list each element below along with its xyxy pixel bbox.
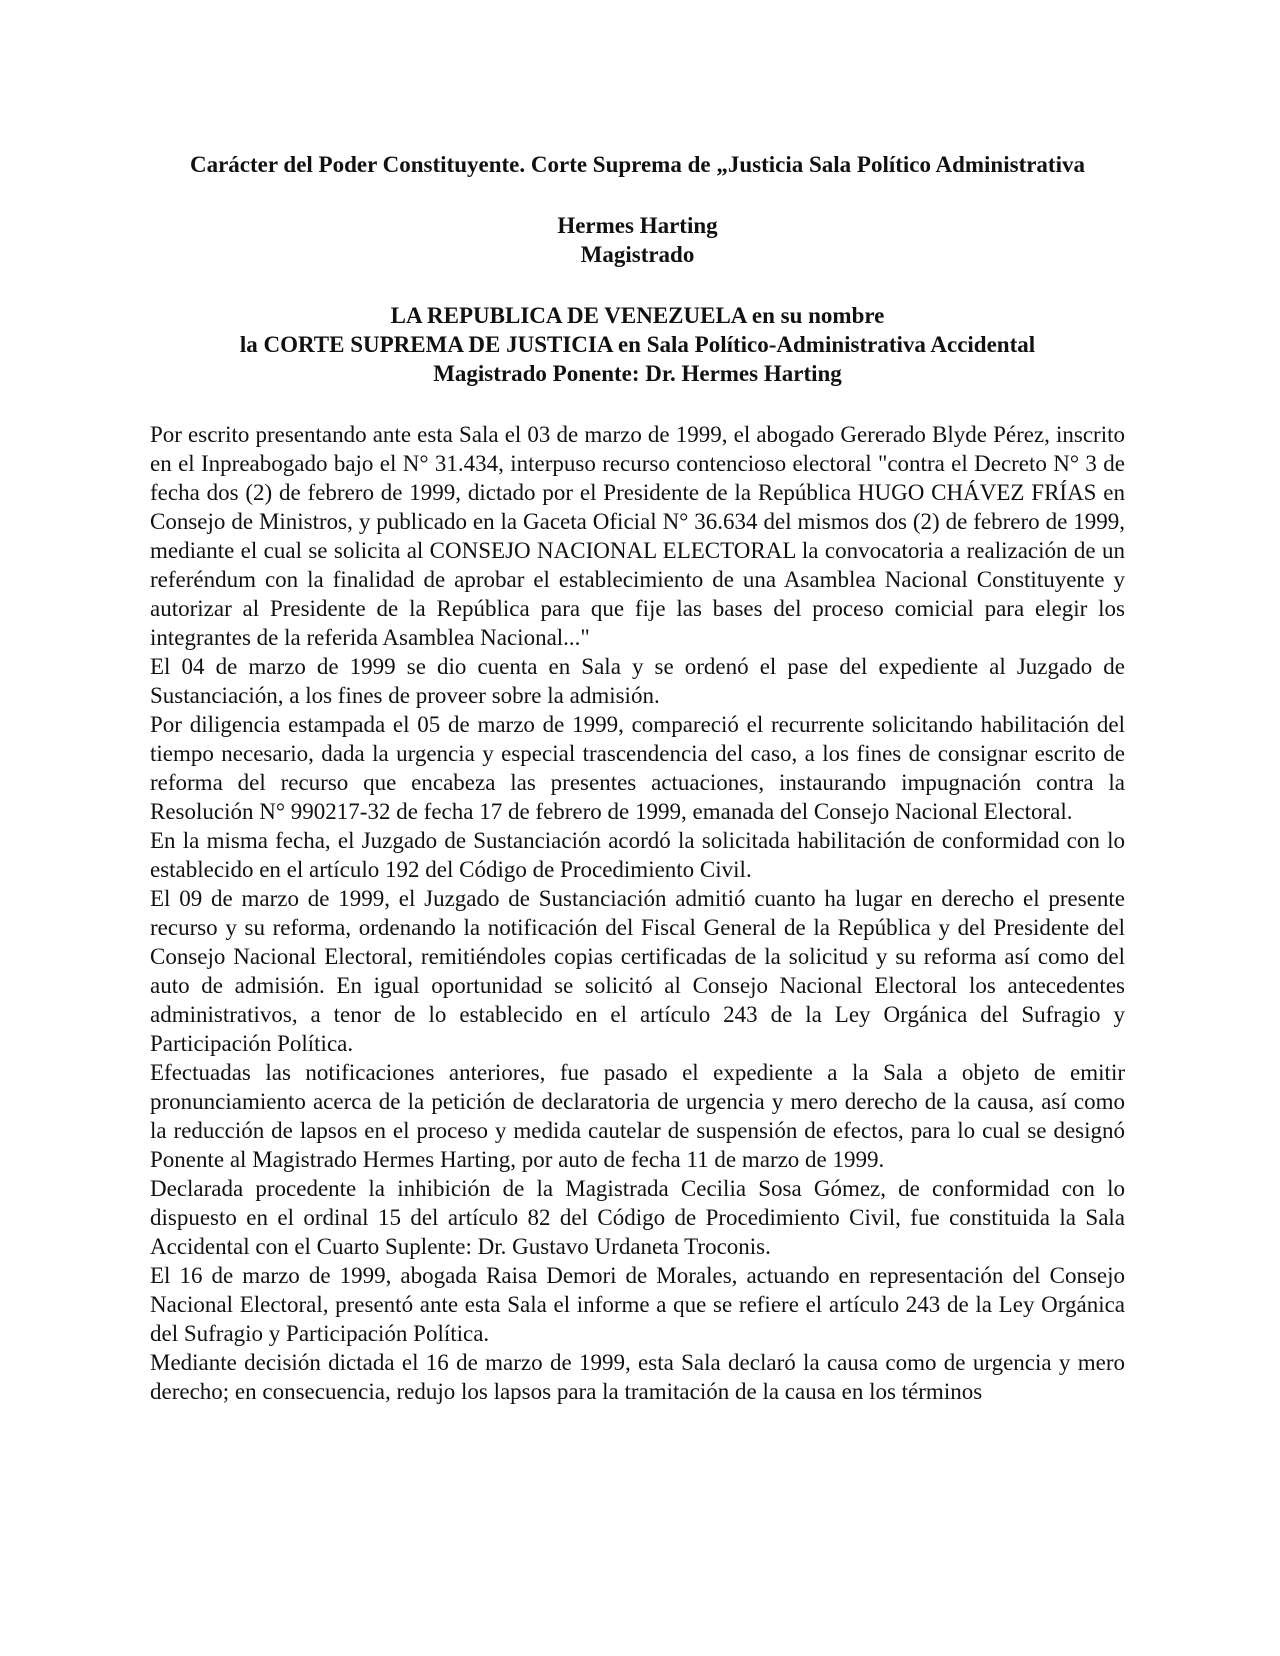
paragraph: En la misma fecha, el Juzgado de Sustanciación acordó la solicitada habilitación de conformidad con lo establecido en el artículo 192 del Código de Procedimiento Civil.	[150, 828, 1125, 882]
heading-line-3: Magistrado Ponente: Dr. Hermes Harting	[433, 361, 842, 386]
paragraph: Declarada procedente la inhibición de la Magistrada Cecilia Sosa Gómez, de conformidad con lo dispuesto en el ordinal 15 del artículo 82 del Código de Procedimiento Civil, fue constituida la Sala Accidental con el Cuarto Suplente: Dr. Gustavo Urdaneta Troconis.	[150, 1176, 1125, 1259]
author-name: Hermes Harting	[557, 213, 718, 238]
document-title: Carácter del Poder Constituyente. Corte Suprema de „Justicia Sala Político Administrativa	[189, 152, 1085, 177]
paragraph: Por diligencia estampada el 05 de marzo de 1999, compareció el recurrente solicitando habilitación del tiempo necesario, dada la urgencia y especial trascendencia del caso, a los fines de consignar escrito de reforma del recurso que encabeza las presentes actuaciones, instaurando impugnación contra la Resolución N° 990217-32 de fecha 17 de febrero de 1999, emanada del Consejo Nacional Electoral.	[150, 712, 1125, 824]
author-role: Magistrado	[580, 242, 695, 267]
author-block	[150, 211, 1125, 269]
paragraph: El 16 de marzo de 1999, abogada Raisa Demori de Morales, actuando en representación del Consejo Nacional Electoral, presentó ante esta Sala el informe a que se refiere el artículo 243 de la Ley Orgánica del Sufragio y Participación Política.	[150, 1263, 1125, 1346]
heading-line-2: la CORTE SUPREMA DE JUSTICIA en Sala Político-Administrativa Accidental	[239, 332, 1036, 357]
paragraph: El 09 de marzo de 1999, el Juzgado de Sustanciación admitió cuanto ha lugar en derecho el presente recurso y su reforma, ordenando la notificación del Fiscal General de la República y del Presidente del Consejo Nacional Electoral, remitiéndoles copias certificadas de la solicitud y su reforma así como del auto de admisión. En igual oportunidad se solicitó al Consejo Nacional Electoral los antecedentes administrativos, a tenor de lo establecido en el artículo 243 de la Ley Orgánica del Sufragio y Participación Política.	[150, 886, 1125, 1056]
paragraph: Mediante decisión dictada el 16 de marzo de 1999, esta Sala declaró la causa como de urgencia y mero derecho; en consecuencia, redujo los lapsos para la tramitación de la causa en los términos	[150, 1350, 1125, 1404]
paragraph: Efectuadas las notificaciones anteriores, fue pasado el expediente a la Sala a objeto de emitir pronunciamiento acerca de la petición de declaratoria de urgencia y mero derecho de la causa, así como la reducción de lapsos en el proceso y medida cautelar de suspensión de efectos, para lo cual se designó Ponente al Magistrado Hermes Harting, por auto de fecha 11 de marzo de 1999.	[150, 1060, 1125, 1172]
document-page	[150, 140, 1125, 1406]
paragraph: El 04 de marzo de 1999 se dio cuenta en Sala y se ordenó el pase del expediente al Juzgado de Sustanciación, a los fines de proveer sobre la admisión.	[150, 654, 1125, 708]
paragraph: Por escrito presentando ante esta Sala el 03 de marzo de 1999, el abogado Gererado Blyde Pérez, inscrito en el Inpreabogado bajo el N° 31.434, interpuso recurso contencioso electoral "contra el Decreto N° 3 de fecha dos (2) de febrero de 1999, dictado por el Presidente de la República HUGO CHÁVEZ FRÍAS en Consejo de Ministros, y publicado en la Gaceta Oficial N° 36.634 del mismos dos (2) de febrero de 1999, mediante el cual se solicita al CONSEJO NACIONAL ELECTORAL la convocatoria a realización de un referéndum con la finalidad de aprobar el establecimiento de una Asamblea Nacional Constituyente y autorizar al Presidente de la República para que fije las bases del proceso comicial para elegir los integrantes de la referida Asamblea Nacional..."	[150, 422, 1125, 650]
court-heading	[150, 301, 1125, 388]
document-body	[150, 420, 1125, 1406]
heading-line-1: LA REPUBLICA DE VENEZUELA en su nombre	[390, 303, 885, 328]
